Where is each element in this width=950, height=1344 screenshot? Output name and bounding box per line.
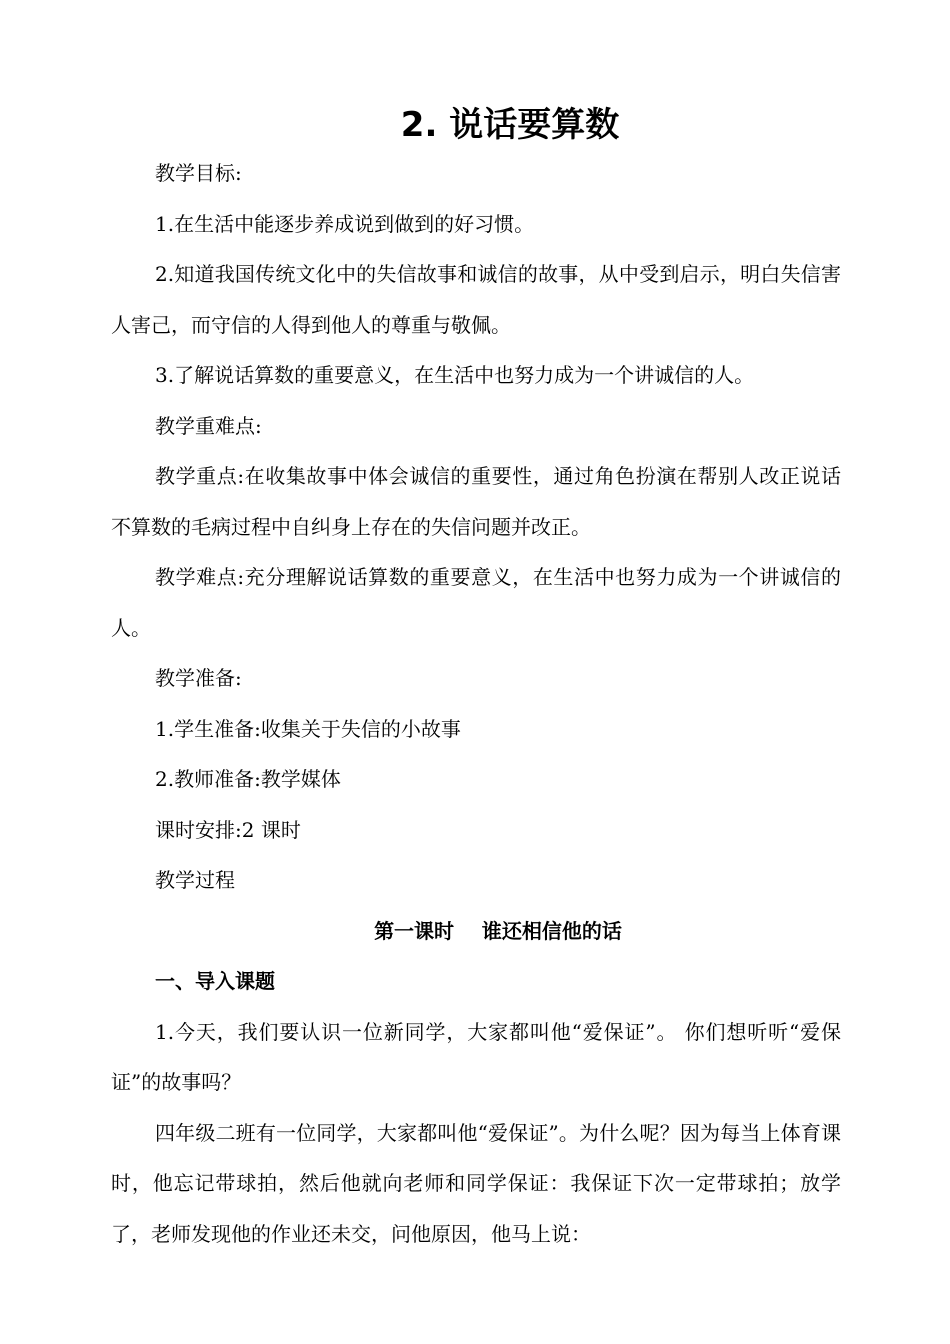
paragraph-objective-3: 3.了解说话算数的重要意义，在生活中也努力成为一个讲诚信的人。 bbox=[155, 363, 755, 387]
paragraph-objective-1: 1.在生活中能逐步养成说到做到的好习惯。 bbox=[155, 211, 535, 236]
paragraph-process-label: 教学过程 bbox=[155, 868, 235, 892]
paragraph-student-preparation: 1.学生准备:收集关于失信的小故事 bbox=[155, 716, 461, 741]
lesson-heading: 第一课时 谁还相信他的话 bbox=[374, 918, 622, 943]
paragraph-intro-1: 1.今天，我们要认识一位新同学，大家都叫他“爱保证”。 你们想听听“爱保证”的故事吗？ bbox=[111, 1019, 841, 1094]
document-body bbox=[111, 148, 841, 1259]
paragraph-key-points-label: 教学重难点: bbox=[155, 413, 262, 438]
paragraph-schedule: 课时安排:2 课时 bbox=[155, 817, 301, 842]
paragraph-story: 四年级二班有一位同学，大家都叫他“爱保证”。为什么呢？因为每当上体育课时，他忘记带球拍，然后他就向老师和同学保证：我保证下次一定带球拍；放学了，老师发现他的作业还未交，问他原因，他马上说： bbox=[111, 1120, 841, 1246]
section-heading: 一、导入课题 bbox=[155, 969, 275, 993]
paragraph-teacher-preparation: 2.教师准备:教学媒体 bbox=[155, 767, 341, 791]
paragraph-key-point: 教学重点:在收集故事中体会诚信的重要性，通过角色扮演在帮别人改正说话不算数的毛病过程中自纠身上存在的失信问题并改正。 bbox=[111, 464, 841, 539]
document-title: 2. 说话要算数 bbox=[400, 105, 620, 145]
paragraph-preparation-label: 教学准备: bbox=[155, 666, 242, 690]
paragraph-objective-2: 2.知道我国传统文化中的失信故事和诚信的故事，从中受到启示，明白失信害人害己，而守信的人得到他人的尊重与敬佩。 bbox=[111, 262, 841, 337]
paragraph-objectives-label: 教学目标: bbox=[155, 161, 242, 185]
paragraph-difficult-point: 教学难点:充分理解说话算数的重要意义，在生活中也努力成为一个讲诚信的人。 bbox=[111, 565, 841, 640]
